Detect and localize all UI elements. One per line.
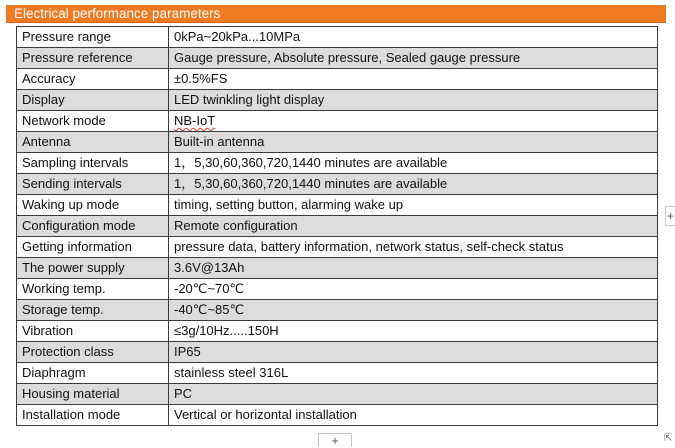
parameter-label: Diaphragm [17, 363, 169, 384]
parameter-value: ±0.5%FS [169, 69, 658, 90]
table-row [17, 69, 658, 90]
table-row [17, 153, 658, 174]
table-row [17, 174, 658, 195]
table-row [17, 384, 658, 405]
parameter-value: IP65 [169, 342, 658, 363]
table-resize-handle[interactable]: ⇱ [664, 433, 673, 444]
table-row [17, 216, 658, 237]
table-row [17, 195, 658, 216]
table-row [17, 27, 658, 48]
table-row [17, 258, 658, 279]
parameter-label: Vibration [17, 321, 169, 342]
table-row [17, 405, 658, 426]
parameters-table [16, 26, 658, 426]
section-title: Electrical performance parameters [14, 6, 221, 21]
parameter-label: Protection class [17, 342, 169, 363]
parameter-label: The power supply [17, 258, 169, 279]
insert-column-button[interactable]: + [665, 206, 675, 226]
parameter-label: Configuration mode [17, 216, 169, 237]
parameter-value: Built-in antenna [169, 132, 658, 153]
parameter-value: stainless steel 316L [169, 363, 658, 384]
parameter-value: LED twinkling light display [169, 90, 658, 111]
table-row [17, 237, 658, 258]
parameter-label: Getting information [17, 237, 169, 258]
parameter-label: Working temp. [17, 279, 169, 300]
table-row [17, 90, 658, 111]
table-row [17, 342, 658, 363]
table-row [17, 300, 658, 321]
parameter-value: 0kPa~20kPa...10MPa [169, 27, 658, 48]
parameter-label: Sampling intervals [17, 153, 169, 174]
parameter-label: Waking up mode [17, 195, 169, 216]
parameter-label: Network mode [17, 111, 169, 132]
parameter-label: Housing material [17, 384, 169, 405]
parameter-label: Accuracy [17, 69, 169, 90]
spellcheck-flagged-text: NB-IoT [174, 113, 216, 128]
parameter-value: 1，5,30,60,360,720,1440 minutes are available [169, 174, 658, 195]
parameter-label: Sending intervals [17, 174, 169, 195]
parameter-label: Storage temp. [17, 300, 169, 321]
parameter-value: -40℃~85℃ [169, 300, 658, 321]
table-row [17, 279, 658, 300]
parameter-value: timing, setting button, alarming wake up [169, 195, 658, 216]
table-row [17, 321, 658, 342]
parameter-label: Pressure reference [17, 48, 169, 69]
parameter-value: Gauge pressure, Absolute pressure, Sealed gauge pressure [169, 48, 658, 69]
parameter-value: 3.6V@13Ah [169, 258, 658, 279]
parameter-label: Display [17, 90, 169, 111]
parameter-label: Antenna [17, 132, 169, 153]
parameter-value: -20℃~70℃ [169, 279, 658, 300]
parameter-label: Pressure range [17, 27, 169, 48]
parameter-label: Installation mode [17, 405, 169, 426]
parameter-value [169, 111, 658, 132]
parameter-value: Vertical or horizontal installation [169, 405, 658, 426]
table-row [17, 111, 658, 132]
parameter-value: ≤3g/10Hz.....150H [169, 321, 658, 342]
section-header-bar [6, 5, 666, 23]
parameter-value: 1，5,30,60,360,720,1440 minutes are available [169, 153, 658, 174]
insert-row-button[interactable]: + [318, 433, 352, 447]
table-row [17, 363, 658, 384]
parameter-value: pressure data, battery information, network status, self-check status [169, 237, 658, 258]
table-row [17, 132, 658, 153]
parameter-value: Remote configuration [169, 216, 658, 237]
table-row [17, 48, 658, 69]
parameter-value: PC [169, 384, 658, 405]
